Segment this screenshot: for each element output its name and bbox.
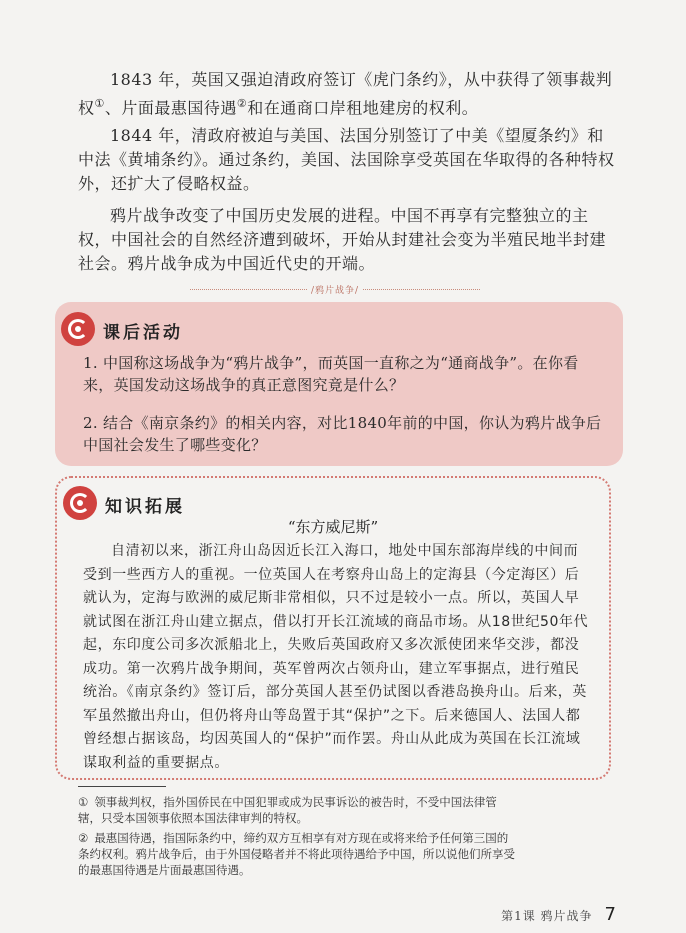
activity-question-1: 1. 中国称这场战争为“鸦片战争”，而英国一直称之为“通商战争”。在你看来，英国发动这场战争的真正意图究竟是什么？	[83, 354, 579, 394]
footnote-2	[78, 830, 518, 878]
paragraph-text: 1843 年，英国又强迫清政府签订《虎门条约》，从中获得了领事裁判权	[78, 70, 613, 118]
footnote-mark: ②	[78, 831, 89, 845]
footnote-ref-2[interactable]: ②	[236, 97, 248, 110]
footnote-1	[78, 794, 518, 826]
dot-shape	[77, 500, 83, 506]
page-number: 7	[604, 904, 616, 925]
footnote-rule	[78, 786, 166, 787]
paragraph-humen-treaty	[78, 68, 618, 120]
paragraph-wangxia-treaty: 1844 年，清政府被迫与美国、法国分别签订了中美《望厦条约》和中法《黄埔条约》。通过条约，美国、法国除享受英国在华取得的各种特权外，还扩大了侵略权益。	[78, 126, 615, 193]
knowledge-badge-icon	[63, 486, 97, 520]
footnote-text: 最惠国待遇，指国际条约中，缔约双方互相享有对方现在或将来给予任何第三国的条约权利。鸦片战争后，由于外国侵略者并不将此项待遇给予中国，所以说他们所享受的最惠国待遇是片面最惠国待遇。	[78, 831, 515, 877]
lesson-label: 第1课 鸦片战争	[501, 909, 593, 923]
knowledge-title: 知识拓展	[105, 497, 185, 517]
knowledge-body: 自清初以来，浙江舟山岛因近长江入海口，地处中国东部海岸线的中间而受到一些西方人的重视。一位英国人在考察舟山岛上的定海县（今定海区）后就认为，定海与欧洲的威尼斯非常相似，只不过是较小一点。所以，英国人早就试图在浙江舟山建立据点，借以打开长江流域的商品市场。从18世纪50年代起，东印度公司多次派船北上，失败后英国政府又多次派使团来华交涉，都没成功。第一次鸦片战争期间，英军曾两次占领舟山，建立军事据点，进行殖民统治。《南京条约》签订后，部分英国人甚至仍试图以香港岛换舟山。后来，英军虽然撤出舟山，但仍将舟山等岛置于其“保护”之下。后来德国人、法国人都曾经想占据该岛，均因英国人的“保护”而作罢。舟山从此成为英国在长江流域谋取利益的重要据点。	[83, 543, 589, 771]
divider-label: /鸦片战争/	[310, 286, 360, 296]
knowledge-subtitle: “东方威尼斯”	[287, 518, 379, 536]
paragraph-text: 、片面最惠国待遇	[104, 98, 237, 118]
footnote-text: 领事裁判权，指外国侨民在中国犯罪或成为民事诉讼的被告时，不受中国法律管辖，只受本国领事依照本国法律审判的特权。	[78, 795, 497, 825]
activity-badge-icon	[61, 312, 95, 346]
footnote-mark: ①	[78, 795, 89, 809]
knowledge-extension-box	[55, 476, 611, 780]
activity-question-2: 2. 结合《南京条约》的相关内容，对比1840年前的中国，你认为鸦片战争后中国社会发生了哪些变化？	[83, 414, 602, 454]
divider-dots	[190, 289, 307, 290]
section-divider	[190, 283, 480, 296]
paragraph-text: 和在通商口岸租地建房的权利。	[247, 98, 479, 118]
paragraph-opium-war-impact: 鸦片战争改变了中国历史发展的进程。中国不再享有完整独立的主权，中国社会的自然经济遭到破坏，开始从封建社会变为半殖民地半封建社会。鸦片战争成为中国近代史的开端。	[78, 206, 607, 273]
activity-title: 课后活动	[103, 323, 183, 343]
divider-dots	[363, 289, 480, 290]
dot-shape	[75, 326, 81, 332]
footnote-ref-1[interactable]: ①	[94, 97, 105, 110]
page-footer	[501, 904, 616, 925]
after-class-activity-box	[55, 302, 623, 466]
